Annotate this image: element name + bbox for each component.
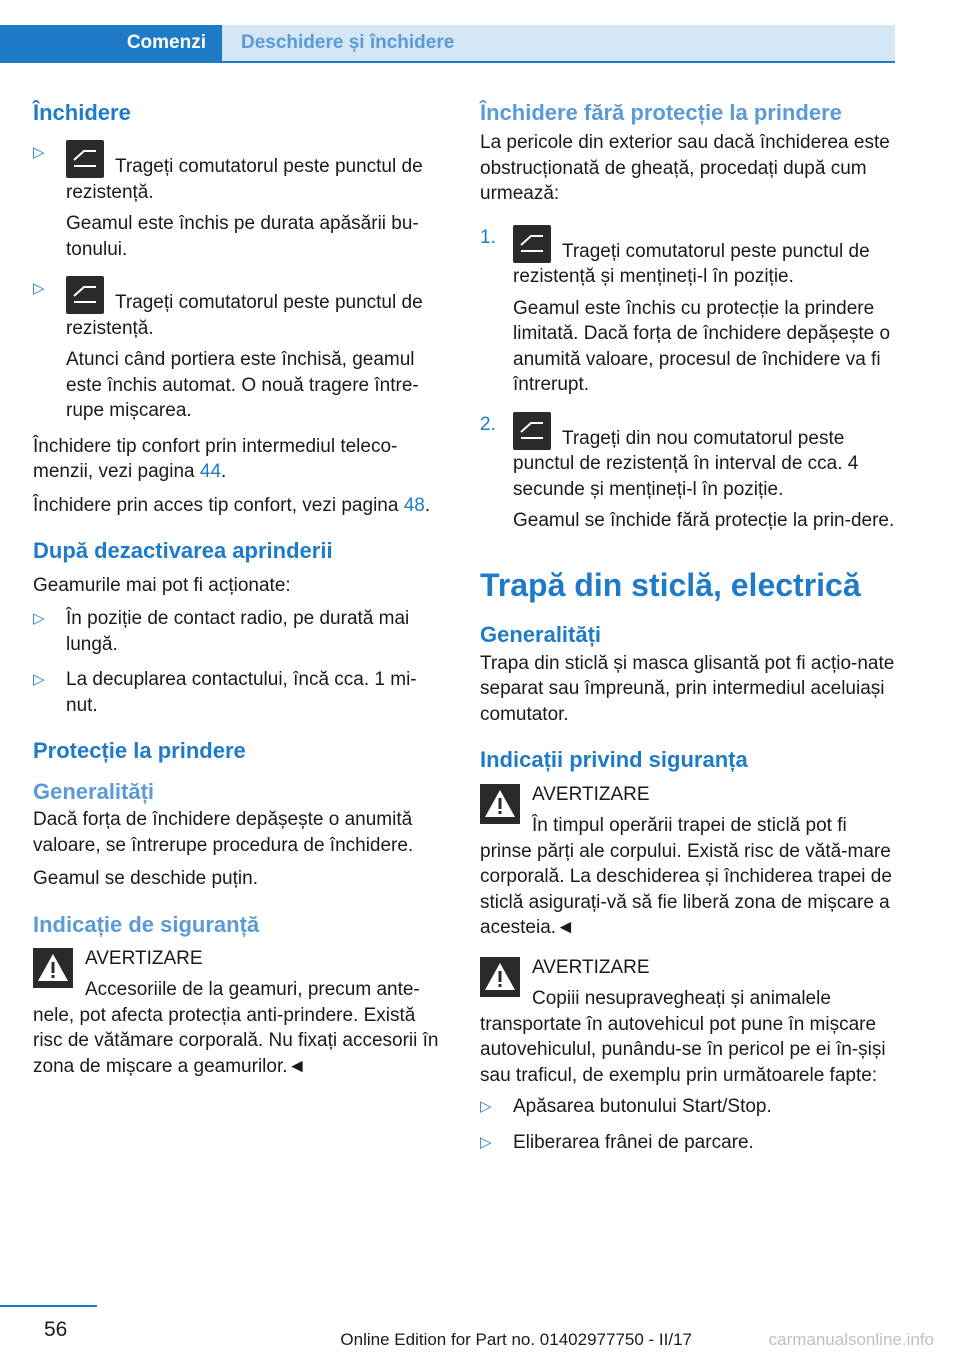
page-number: 56 [44, 1318, 68, 1341]
list-item-text: Trageți din nou comutatorul peste punctul de rezistență în interval de cca. 4 secunde și mențineți-l în poziție. [513, 427, 859, 500]
list-item-subtext: Geamul este închis pe durata apăsării bu-tonului. [66, 213, 419, 260]
warning-text: Copiii nesupravegheați și animalele transportate în autovehicul pot pune în mișcare autovehiculul, punându-se în pericol pe ei în-șiși sau traficul, de exemplu prin următoarele fapte: [480, 988, 886, 1086]
header-rule [0, 61, 895, 63]
warning-box [33, 946, 448, 1080]
left-column [33, 100, 448, 1085]
paragraph: Geamurile mai pot fi acționate: [33, 574, 291, 596]
section-title-indicatii-siguranta: Indicații privind siguranța [480, 747, 748, 773]
warning-triangle-icon [33, 948, 73, 988]
section-title-protectie: Protecție la prindere [33, 738, 246, 764]
list-item-text: Trageți comutatorul peste punctul de rezistență și mențineți-l în poziție. [513, 240, 870, 288]
list-item-text: Apăsarea butonului Start/Stop. [513, 1096, 772, 1118]
page-link-48[interactable]: 48 [403, 494, 425, 516]
window-switch-icon [513, 225, 551, 263]
list-item [480, 1130, 898, 1156]
list-item [33, 606, 448, 657]
list-item [480, 225, 898, 398]
triangle-right-icon: ▷ [480, 1133, 492, 1151]
list-item-text: Eliberarea frânei de parcare. [513, 1131, 754, 1153]
section-title-inchidere: Închidere [33, 100, 131, 125]
list-item [480, 1094, 898, 1120]
list-item-text: Trageți comutatorul peste punctul de rezistență. [66, 156, 423, 203]
list-item-text: La decuplarea contactului, încă cca. 1 mi-nut. [66, 669, 417, 716]
list-item-subtext: Geamul se închide fără protecție la prin-dere. [513, 510, 895, 532]
triangle-right-icon: ▷ [33, 671, 45, 689]
right-column [480, 100, 898, 1165]
warning-triangle-icon [480, 957, 520, 997]
footer-rule [0, 1305, 97, 1307]
paragraph: Închidere tip confort prin intermediul teleco-menzii, vezi pagina 44. [33, 435, 398, 483]
warning-text: În timpul operării trapei de sticlă pot fi prinse părți ale corpului. Există risc de vătă-mare corporală. La deschiderea și închiderea trapei de sticlă asigurați-vă să fie liberă zona de mișcare a acesteia.◄ [480, 815, 892, 939]
list-item [33, 276, 448, 424]
list-item-text: Trageți comutatorul peste punctul de rezistență. [66, 292, 423, 339]
paragraph: Închidere prin acces tip confort, vezi pagina 48. [33, 494, 431, 516]
warning-label: AVERTIZARE [532, 956, 650, 978]
triangle-right-icon: ▷ [480, 1098, 492, 1116]
list-item-subtext: Atunci când portiera este închisă, geamul este închis automat. O nouă tragere între-rupe mișcarea. [66, 349, 419, 422]
warning-label: AVERTIZARE [85, 947, 203, 969]
window-switch-icon [66, 276, 104, 314]
tab-deschidere-si-inchidere[interactable]: Deschidere și închidere [222, 25, 895, 61]
subsection-title-generalitati: Generalități [480, 622, 602, 648]
section-title-inchidere-fara-protectie: Închidere fără protecție la prindere [480, 100, 842, 125]
paragraph: Geamul se deschide puțin. [33, 868, 258, 890]
chapter-title-trapa: Trapă din sticlă, electrică [480, 566, 861, 603]
warning-box [480, 955, 898, 1089]
paragraph: La pericole din exterior sau dacă închiderea este obstrucționată de gheață, procedați după cum urmează: [480, 132, 890, 205]
section-title-dupa-dezactivare: După dezactivarea aprinderii [33, 538, 333, 564]
list-item [33, 667, 448, 718]
subsection-title-generalitati: Generalități [33, 778, 155, 804]
window-switch-icon [66, 140, 104, 178]
warning-triangle-icon [480, 784, 520, 824]
subsection-title-indicatie-siguranta: Indicație de siguranță [33, 911, 260, 937]
header-bar [0, 25, 895, 61]
tab-comenzi[interactable]: Comenzi [0, 25, 222, 61]
triangle-right-icon: ▷ [33, 280, 45, 298]
triangle-right-icon: ▷ [33, 144, 45, 162]
page-link-44[interactable]: 44 [199, 461, 222, 483]
warning-box [480, 782, 898, 941]
warning-label: AVERTIZARE [532, 783, 650, 805]
list-item-text: În poziție de contact radio, pe durată mai lungă. [66, 608, 410, 655]
paragraph: Trapa din sticlă și masca glisantă pot fi acțio-nate separat sau împreună, prin intermediul aceluiași comutator. [480, 652, 895, 725]
watermark-text: carmanualsonline.info [768, 1330, 934, 1349]
list-item [480, 412, 898, 534]
window-switch-icon [513, 412, 551, 450]
triangle-right-icon: ▷ [33, 610, 45, 628]
edition-text: Online Edition for Part no. 01402977750 - II/17 [340, 1330, 692, 1349]
list-item-subtext: Geamul este închis cu protecție la prindere limitată. Dacă forța de închidere depășește o anumită valoare, procesul de închidere va fi întrerupt. [513, 297, 891, 396]
list-number: 2. [480, 413, 496, 435]
paragraph: Dacă forța de închidere depășește o anumită valoare, se întrerupe procedura de închidere. [33, 809, 414, 856]
list-number: 1. [480, 226, 496, 248]
list-item [33, 140, 448, 262]
warning-text: Accesoriile de la geamuri, precum ante-nele, pot afecta protecția anti-prindere. Există risc de vătămare corporală. Nu fixați accesorii în zona de mișcare a geamurilor.◄ [33, 979, 439, 1077]
